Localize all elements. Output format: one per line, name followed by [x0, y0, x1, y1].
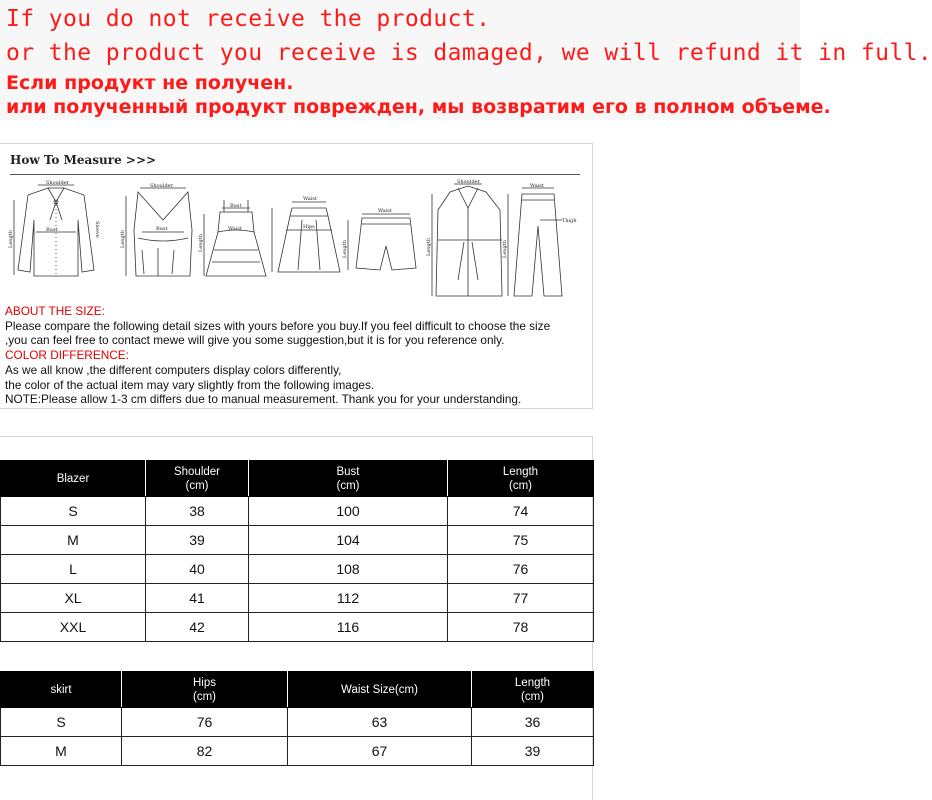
table-row — [1, 737, 594, 766]
label-bust-1: Bust — [46, 227, 58, 233]
about-size-line-2: ,you can feel free to contact mewe will give you some suggestion,but it is for you reference only. — [5, 333, 505, 348]
table-header-row — [1, 672, 594, 708]
notice-ru-line-1: Если продукт не получен. — [6, 72, 294, 94]
measurement-note: NOTE:Please allow 1-3 cm differs due to manual measurement. Thank you for your understanding. — [5, 392, 522, 407]
table-cell: 112 — [249, 584, 448, 613]
header-cell: Blazer — [1, 461, 146, 497]
table-cell: 77 — [448, 584, 594, 613]
table-cell: 42 — [146, 613, 249, 642]
table-cell: 78 — [448, 613, 594, 642]
size-cell: XL — [1, 584, 146, 613]
label-length-3: Length — [198, 234, 204, 252]
label-shoulder-3: Shoulder — [457, 179, 481, 185]
label-length-6: Length — [502, 240, 508, 258]
size-cell: L — [1, 555, 146, 584]
table-header-row — [1, 461, 594, 497]
notice-en-line-2: or the product you receive is damaged, we will refund it in full. — [6, 40, 932, 66]
table-row — [1, 497, 594, 526]
table-cell: 82 — [122, 737, 288, 766]
table-cell: 67 — [288, 737, 472, 766]
color-difference-line-1: As we all know ,the different computers display colors differently, — [5, 362, 342, 377]
header-cell: skirt — [1, 672, 122, 708]
table-row — [1, 584, 594, 613]
label-thigh: Thigh — [562, 218, 577, 224]
table-row — [1, 708, 594, 737]
table-cell: 76 — [122, 708, 288, 737]
header-cell: Length (cm) — [448, 461, 594, 497]
notice-ru-line-2: или полученный продукт поврежден, мы возвратим его в полном объеме. — [6, 96, 831, 118]
table-row — [1, 526, 594, 555]
camisole-sketch-icon — [126, 188, 192, 276]
label-bust-3: Bust — [230, 203, 242, 209]
table-row — [1, 613, 594, 642]
coat-sketch-icon — [432, 184, 502, 296]
size-cell: M — [1, 737, 122, 766]
table-cell: 39 — [472, 737, 594, 766]
table-cell: 41 — [146, 584, 249, 613]
header-cell: Hips (cm) — [122, 672, 288, 708]
skirt-size-table — [0, 671, 594, 766]
table-row — [1, 555, 594, 584]
table-cell: 38 — [146, 497, 249, 526]
table-cell: 39 — [146, 526, 249, 555]
blazer-size-table — [0, 460, 594, 642]
label-waist-3: Waist — [378, 208, 392, 214]
table-cell: 108 — [249, 555, 448, 584]
header-cell: Waist Size(cm) — [288, 672, 472, 708]
table-cell: 40 — [146, 555, 249, 584]
color-difference-line-2: the color of the actual item may vary slightly from the following images. — [5, 377, 375, 392]
skirt-sketch-icon — [272, 202, 340, 272]
label-bust-2: Bust — [156, 226, 168, 232]
label-waist-1: Waist — [228, 226, 242, 232]
size-cell: S — [1, 708, 122, 737]
table-cell: 116 — [249, 613, 448, 642]
garment-sketches — [8, 180, 583, 300]
label-shoulder-2: Shoulder — [150, 183, 174, 189]
how-to-measure-title: How To Measure >>> — [10, 153, 157, 167]
shorts-sketch-icon — [348, 214, 416, 270]
label-sleeve: Sleeve — [94, 221, 100, 238]
size-cell: M — [1, 526, 146, 555]
strappy-dress-sketch-icon — [204, 200, 266, 276]
table-cell: 63 — [288, 708, 472, 737]
table-cell: 36 — [472, 708, 594, 737]
table-cell: 76 — [448, 555, 594, 584]
label-shoulder-1: Shoulder — [46, 180, 70, 186]
refund-notice — [0, 0, 932, 120]
label-hips-1: Hips — [303, 224, 315, 230]
color-difference-heading: COLOR DIFFERENCE: — [5, 348, 129, 363]
size-info-text — [5, 304, 550, 407]
label-length-5: Length — [426, 238, 432, 256]
about-size-heading: ABOUT THE SIZE: — [5, 304, 105, 318]
table-cell: 75 — [448, 526, 594, 555]
trousers-sketch-icon — [508, 188, 562, 296]
header-cell: Shoulder (cm) — [146, 461, 249, 497]
how-to-measure-panel — [0, 143, 593, 409]
about-size-line-1: Please compare the following detail sizes with yours before you buy.If you feel difficult to choose the size — [5, 318, 551, 333]
label-length-1: Length — [8, 230, 14, 248]
notice-en-line-1: If you do not receive the product. — [6, 6, 491, 32]
header-cell: Length (cm) — [472, 672, 594, 708]
size-cell: XXL — [1, 613, 146, 642]
size-cell: S — [1, 497, 146, 526]
table-cell: 104 — [249, 526, 448, 555]
table-cell: 100 — [249, 497, 448, 526]
label-length-2: Length — [120, 230, 126, 248]
label-length-4: Length — [342, 240, 348, 258]
header-cell: Bust (cm) — [249, 461, 448, 497]
table-cell: 74 — [448, 497, 594, 526]
label-waist-4: Waist — [530, 183, 544, 189]
title-divider — [10, 174, 580, 175]
label-waist-2: Waist — [303, 196, 317, 202]
